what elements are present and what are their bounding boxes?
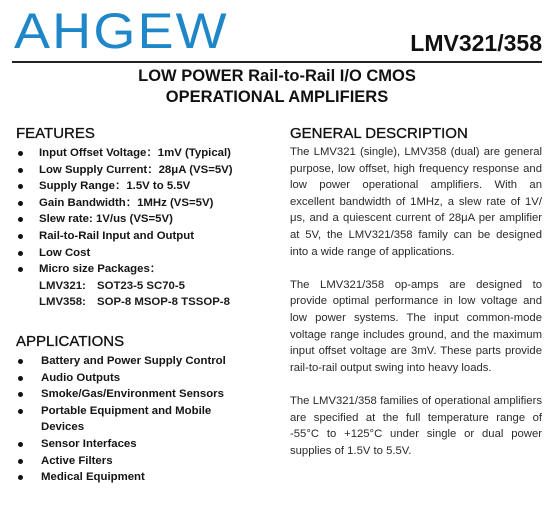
application-item-continuation: Devices <box>41 421 85 434</box>
bullet-icon <box>18 459 23 464</box>
bullet-icon <box>18 392 23 397</box>
bullet-icon <box>18 217 23 222</box>
applications-section <box>16 333 278 486</box>
package-row-lmv321: LMV321: SOT23-5 SC70-5 <box>39 279 185 292</box>
bullet-icon <box>18 168 23 173</box>
left-column <box>16 125 278 486</box>
bullet-icon <box>18 151 23 156</box>
features-list <box>16 145 278 278</box>
features-heading: FEATURES <box>16 125 95 142</box>
feature-item: Supply Range：1.5V to 5.5V <box>16 178 278 195</box>
description-paragraph-1: The LMV321 (single), LMV358 (dual) are general purpose, low offset, high frequency response and low power operational amplifiers. With an excellent bandwidth of 1MHz, a slew rate of 1V/μs, and a quiescent current of 28μA per amplifier at 5V, the LMV321/358 family can be designed into a wide range of applications. <box>290 146 542 258</box>
applications-heading: APPLICATIONS <box>16 332 125 350</box>
application-item: Smoke/Gas/Environment Sensors <box>16 386 278 403</box>
package-row-lmv358: LMV358: SOP-8 MSOP-8 TSSOP-8 <box>39 296 230 309</box>
right-column <box>290 125 542 459</box>
company-logo: AHGEW <box>14 3 229 59</box>
document-title <box>0 66 554 108</box>
application-item: Battery and Power Supply Control <box>16 353 278 370</box>
application-item: Medical Equipment <box>16 469 278 486</box>
feature-item: Micro size Packages： <box>16 261 278 278</box>
title-line-2: OPERATIONAL AMPLIFIERS <box>165 88 389 106</box>
description-paragraph-3: The LMV321/358 families of operational amplifiers are specified at the full temperature range of -55°C to +125°C under single or dual power supplies of 1.5V to 5.5V. <box>290 394 542 457</box>
header-divider <box>12 61 542 63</box>
application-item: Portable Equipment and Mobile <box>16 403 278 420</box>
bullet-icon <box>18 251 23 256</box>
part-number: LMV321/358 <box>410 30 542 56</box>
bullet-icon <box>18 409 23 414</box>
feature-item: Input Offset Voltage：1mV (Typical) <box>16 145 278 162</box>
description-heading: GENERAL DESCRIPTION <box>290 125 468 142</box>
feature-item: Low Supply Current：28μA (VS=5V) <box>16 162 278 179</box>
bullet-icon <box>18 234 23 239</box>
bullet-icon <box>18 475 23 480</box>
bullet-icon <box>18 442 23 447</box>
title-line-1: LOW POWER Rail-to-Rail I/O CMOS <box>138 67 416 85</box>
applications-list <box>16 353 278 486</box>
application-item: Sensor Interfaces <box>16 436 278 453</box>
bullet-icon <box>18 184 23 189</box>
bullet-icon <box>18 359 23 364</box>
description-paragraph-2: The LMV321/358 op-amps are designed to provide optimal performance in low voltage and low power systems. The input common-mode voltage range includes ground, and the maximum input offset voltage are 3mV. These parts provide rail-to-rail output swing into heavy loads. <box>290 278 542 374</box>
feature-item: Rail-to-Rail Input and Output <box>16 228 278 245</box>
application-item: Audio Outputs <box>16 370 278 387</box>
application-item: Active Filters <box>16 453 278 470</box>
bullet-icon <box>18 201 23 206</box>
feature-item: Gain Bandwidth：1MHz (VS=5V) <box>16 195 278 212</box>
feature-item: Low Cost <box>16 245 278 262</box>
bullet-icon <box>18 376 23 381</box>
bullet-icon <box>18 267 23 272</box>
feature-item: Slew rate: 1V/us (VS=5V) <box>16 211 278 228</box>
